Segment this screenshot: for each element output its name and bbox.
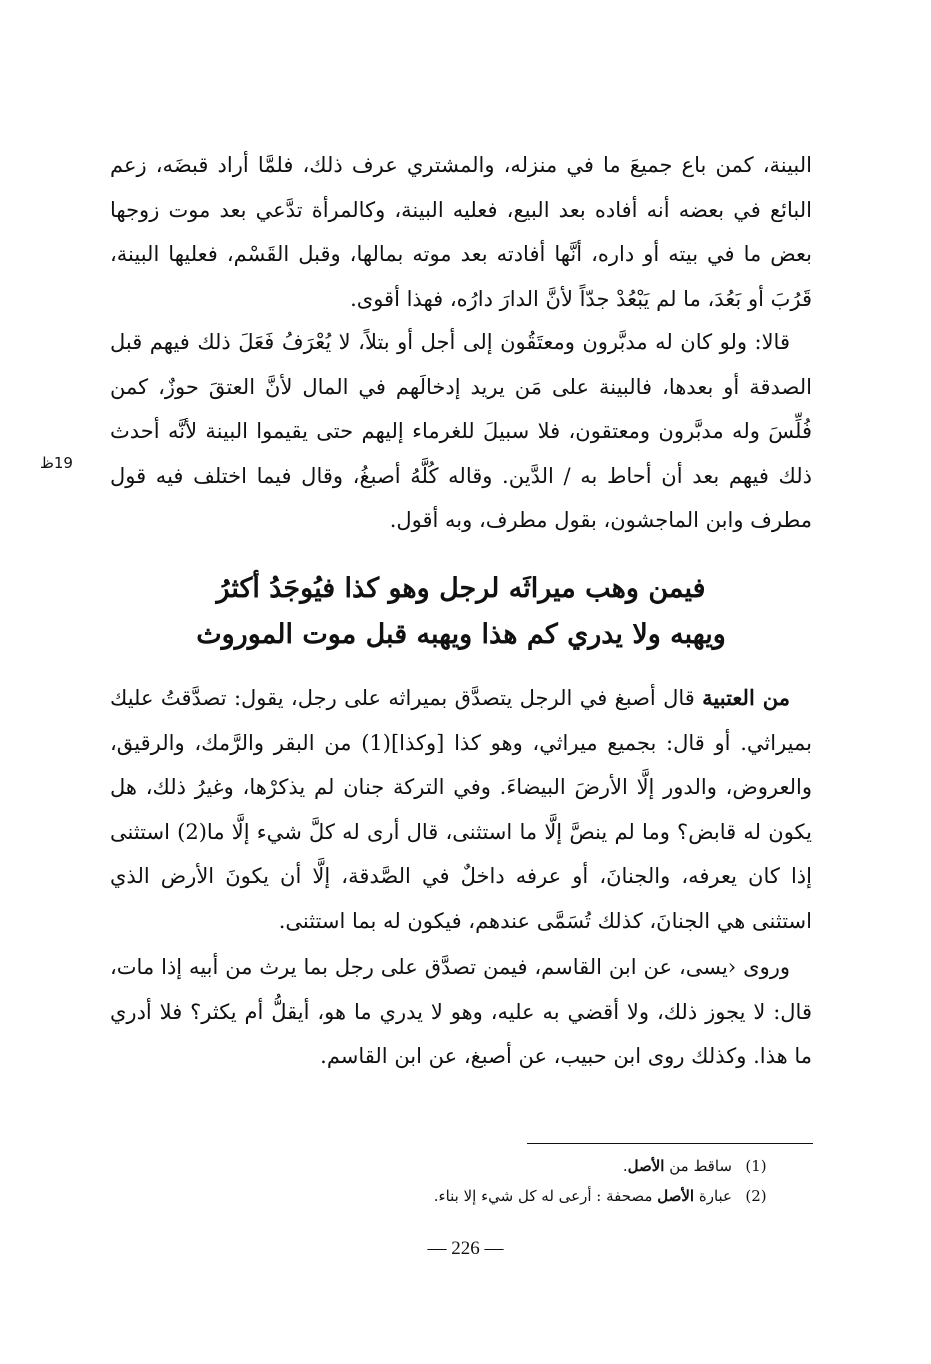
footnotes: [110, 1151, 780, 1211]
footnote-divider: [527, 1143, 813, 1144]
paragraph-2: [110, 320, 812, 543]
footnote-text-end: مصحفة : أرعى له كل شيء إلا بناء.: [433, 1187, 658, 1205]
page-number: — 226 —: [427, 1238, 504, 1259]
footnote-text-bold: الأصل: [627, 1157, 665, 1175]
footnote-1: [110, 1151, 780, 1181]
footnote-text-part: ساقط من: [664, 1157, 732, 1175]
footnote-number: (1): [745, 1157, 767, 1175]
paragraph-3-body: قال أصبغ في الرجل يتصدَّق بميراثه على رجل، يقول: تصدَّقتُ عليك بميراثي. أو قال: بجميع ميراثي، وهو كذا [وكذا](1) من البقر والرَّمك، والرقيق، والعروض، والدور إلَّا الأرضَ البيضاءَ. وفي التركة جنان لم يذكرْها، وغيرُ ذلك، هل يكون له قابض؟ وما لم ينصَّ إلَّا ما استثنى، قال أرى له كلَّ شيء إلَّا ما(2) استثنى إذا كان يعرفه، والجنانَ، أو عرفه داخلٌ في الصَّدقة، إلَّا أن يكونَ الأرض الذي استثنى هي الجنانَ، كذلك تُسَمَّى عندهم، فيكون له بما استثنى.: [110, 686, 813, 933]
source-reference: من العتبية: [702, 685, 790, 710]
margin-folio-note: 19ظ: [40, 454, 73, 472]
section-heading: [110, 566, 812, 658]
footnote-text-bold: الأصل: [657, 1187, 695, 1205]
section-heading-line-2: ويهبه ولا يدري كم هذا ويهبه قبل موت الموروث: [196, 619, 726, 650]
footnote-text: [110, 1151, 732, 1181]
footnote-2: [110, 1181, 780, 1211]
paragraph-4: [110, 945, 812, 1079]
paragraph-3-text: [110, 676, 812, 943]
paragraph-1: [110, 143, 812, 321]
paragraph-1-text: البينة، كمن باع جميعَ ما في منزله، والمشتري عرف ذلك، فلمَّا أراد قبضَه، زعم البائع في بعضه أنه أفاده بعد البيع، فعليه البينة، وكالمرأة تدَّعي بعد موت زوجها بعض ما في بيته أو داره، أنَّها أفادته بعد موته بمالها، وقبل القَسْم، فعليها البينة، قَرُبَ أو بَعُدَ، ما لم يَبْعُدْ جدّاً لأنَّ الدارَ دارُه، فهذا أقوى.: [110, 153, 812, 311]
paragraph-3: [110, 676, 812, 943]
section-heading-line-1: فيمن وهب ميراثَه لرجل وهو كذا فيُوجَدُ أكثرُ: [216, 573, 706, 604]
paragraph-2-text: قالا: ولو كان له مدبَّرون ومعتَقُون إلى أجل أو بتلاً، لا يُعْرَفُ فَعَلَ ذلك فيهم قبل الصدقة أو بعدها، فالبينة على مَن يريد إدخالَهم في المال لأنَّ العتقَ حوزٌ، كمن فُلِّسَ وله مدبَّرون ومعتقون، فلا سبيلَ للغرماء إليهم حتى يقيموا البينة لأنَّه أحدث ذلك فيهم بعد أن أحاط به / الدَّين. وقاله كُلَّهُ أصبغُ، وقال فيما اختلف فيه قول مطرف وابن الماجشون، بقول مطرف، وبه أقول.: [110, 330, 812, 532]
footnote-number: (2): [745, 1187, 767, 1205]
paragraph-4-text: وروى ‹يسى، عن ابن القاسم، فيمن تصدَّق على رجل بما يرث من أبيه إذا مات، قال: لا يجوز ذلك، ولا أقضي به عليه، وهو لا يدري ما هو، أيقلُّ أم يكثر؟ فلا أدري ما هذا. وكذلك روى ابن حبيب، عن أصبغ، عن ابن القاسم.: [110, 955, 812, 1068]
footnote-text-end: .: [622, 1157, 628, 1175]
footnote-text-part: عبارة: [694, 1187, 732, 1205]
footnote-text: [110, 1181, 732, 1211]
